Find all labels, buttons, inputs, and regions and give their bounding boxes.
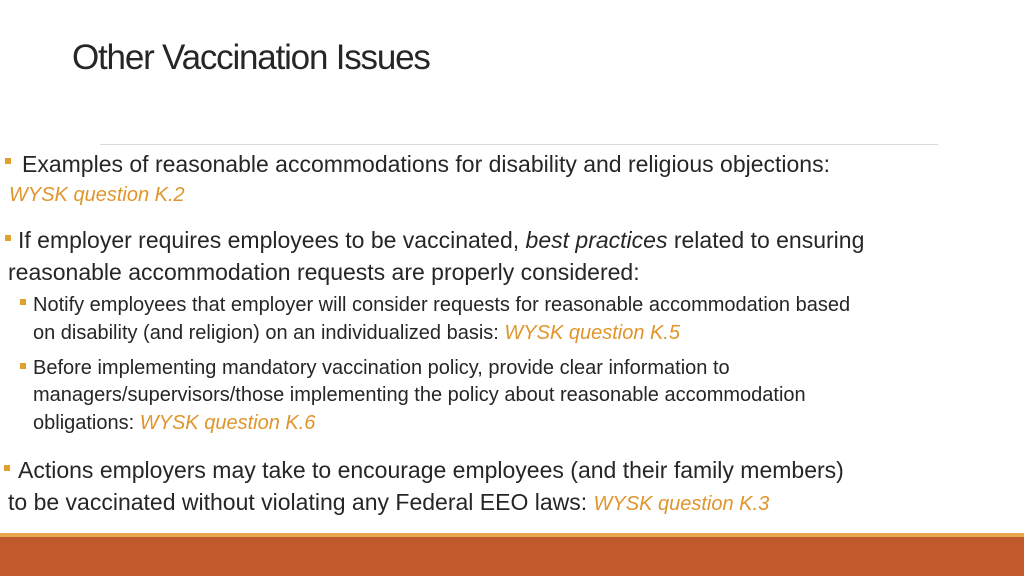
bullet-2-line-2: reasonable accommodation requests are properly considered: xyxy=(8,259,640,285)
sub-bullet-2-text: obligations: xyxy=(33,412,135,434)
bullet-2-text-after: related to ensuring xyxy=(673,227,865,253)
sub-bullet-1-ref-link[interactable]: WYSK question K.5 xyxy=(504,322,681,344)
bullet-3-ref-link[interactable]: WYSK question K.3 xyxy=(593,493,770,515)
sub-bullet-1-text: on disability (and religion) on an individualized basis: xyxy=(33,322,499,344)
bullet-3-line-1: Actions employers may take to encourage employees (and their family members) xyxy=(18,457,844,483)
bullet-marker-3 xyxy=(4,465,10,471)
bullet-2-text-before: If employer requires employees to be vaccinated, xyxy=(18,227,520,253)
sub-bullet-marker-1 xyxy=(20,299,26,305)
footer-bar xyxy=(0,537,1024,576)
sub-bullet-1-line-2 xyxy=(33,322,680,345)
bullet-1-ref-link[interactable]: WYSK question K.2 xyxy=(9,184,185,206)
sub-bullet-2-ref-link[interactable]: WYSK question K.6 xyxy=(139,412,316,434)
slide-title: Other Vaccination Issues xyxy=(72,38,430,77)
sub-bullet-1-line-1: Notify employees that employer will consider requests for reasonable accommodation based xyxy=(33,294,851,316)
bullet-2-line-1 xyxy=(18,227,864,254)
bullet-marker-1 xyxy=(5,158,11,164)
sub-bullet-marker-2 xyxy=(20,363,26,369)
bullet-1-text: Examples of reasonable accommodations for disability and religious objections: xyxy=(22,151,830,177)
bullet-3-text: to be vaccinated without violating any Federal EEO laws: xyxy=(8,489,588,515)
title-divider xyxy=(100,144,938,145)
sub-bullet-2-line-2: managers/supervisors/those implementing the policy about reasonable accommodation xyxy=(33,384,806,406)
sub-bullet-2-line-1: Before implementing mandatory vaccination policy, provide clear information to xyxy=(33,357,730,379)
bullet-2-emphasis: best practices xyxy=(525,227,668,253)
bullet-marker-2 xyxy=(5,235,11,241)
sub-bullet-2-line-3 xyxy=(33,412,315,435)
bullet-3-line-2 xyxy=(8,489,769,516)
